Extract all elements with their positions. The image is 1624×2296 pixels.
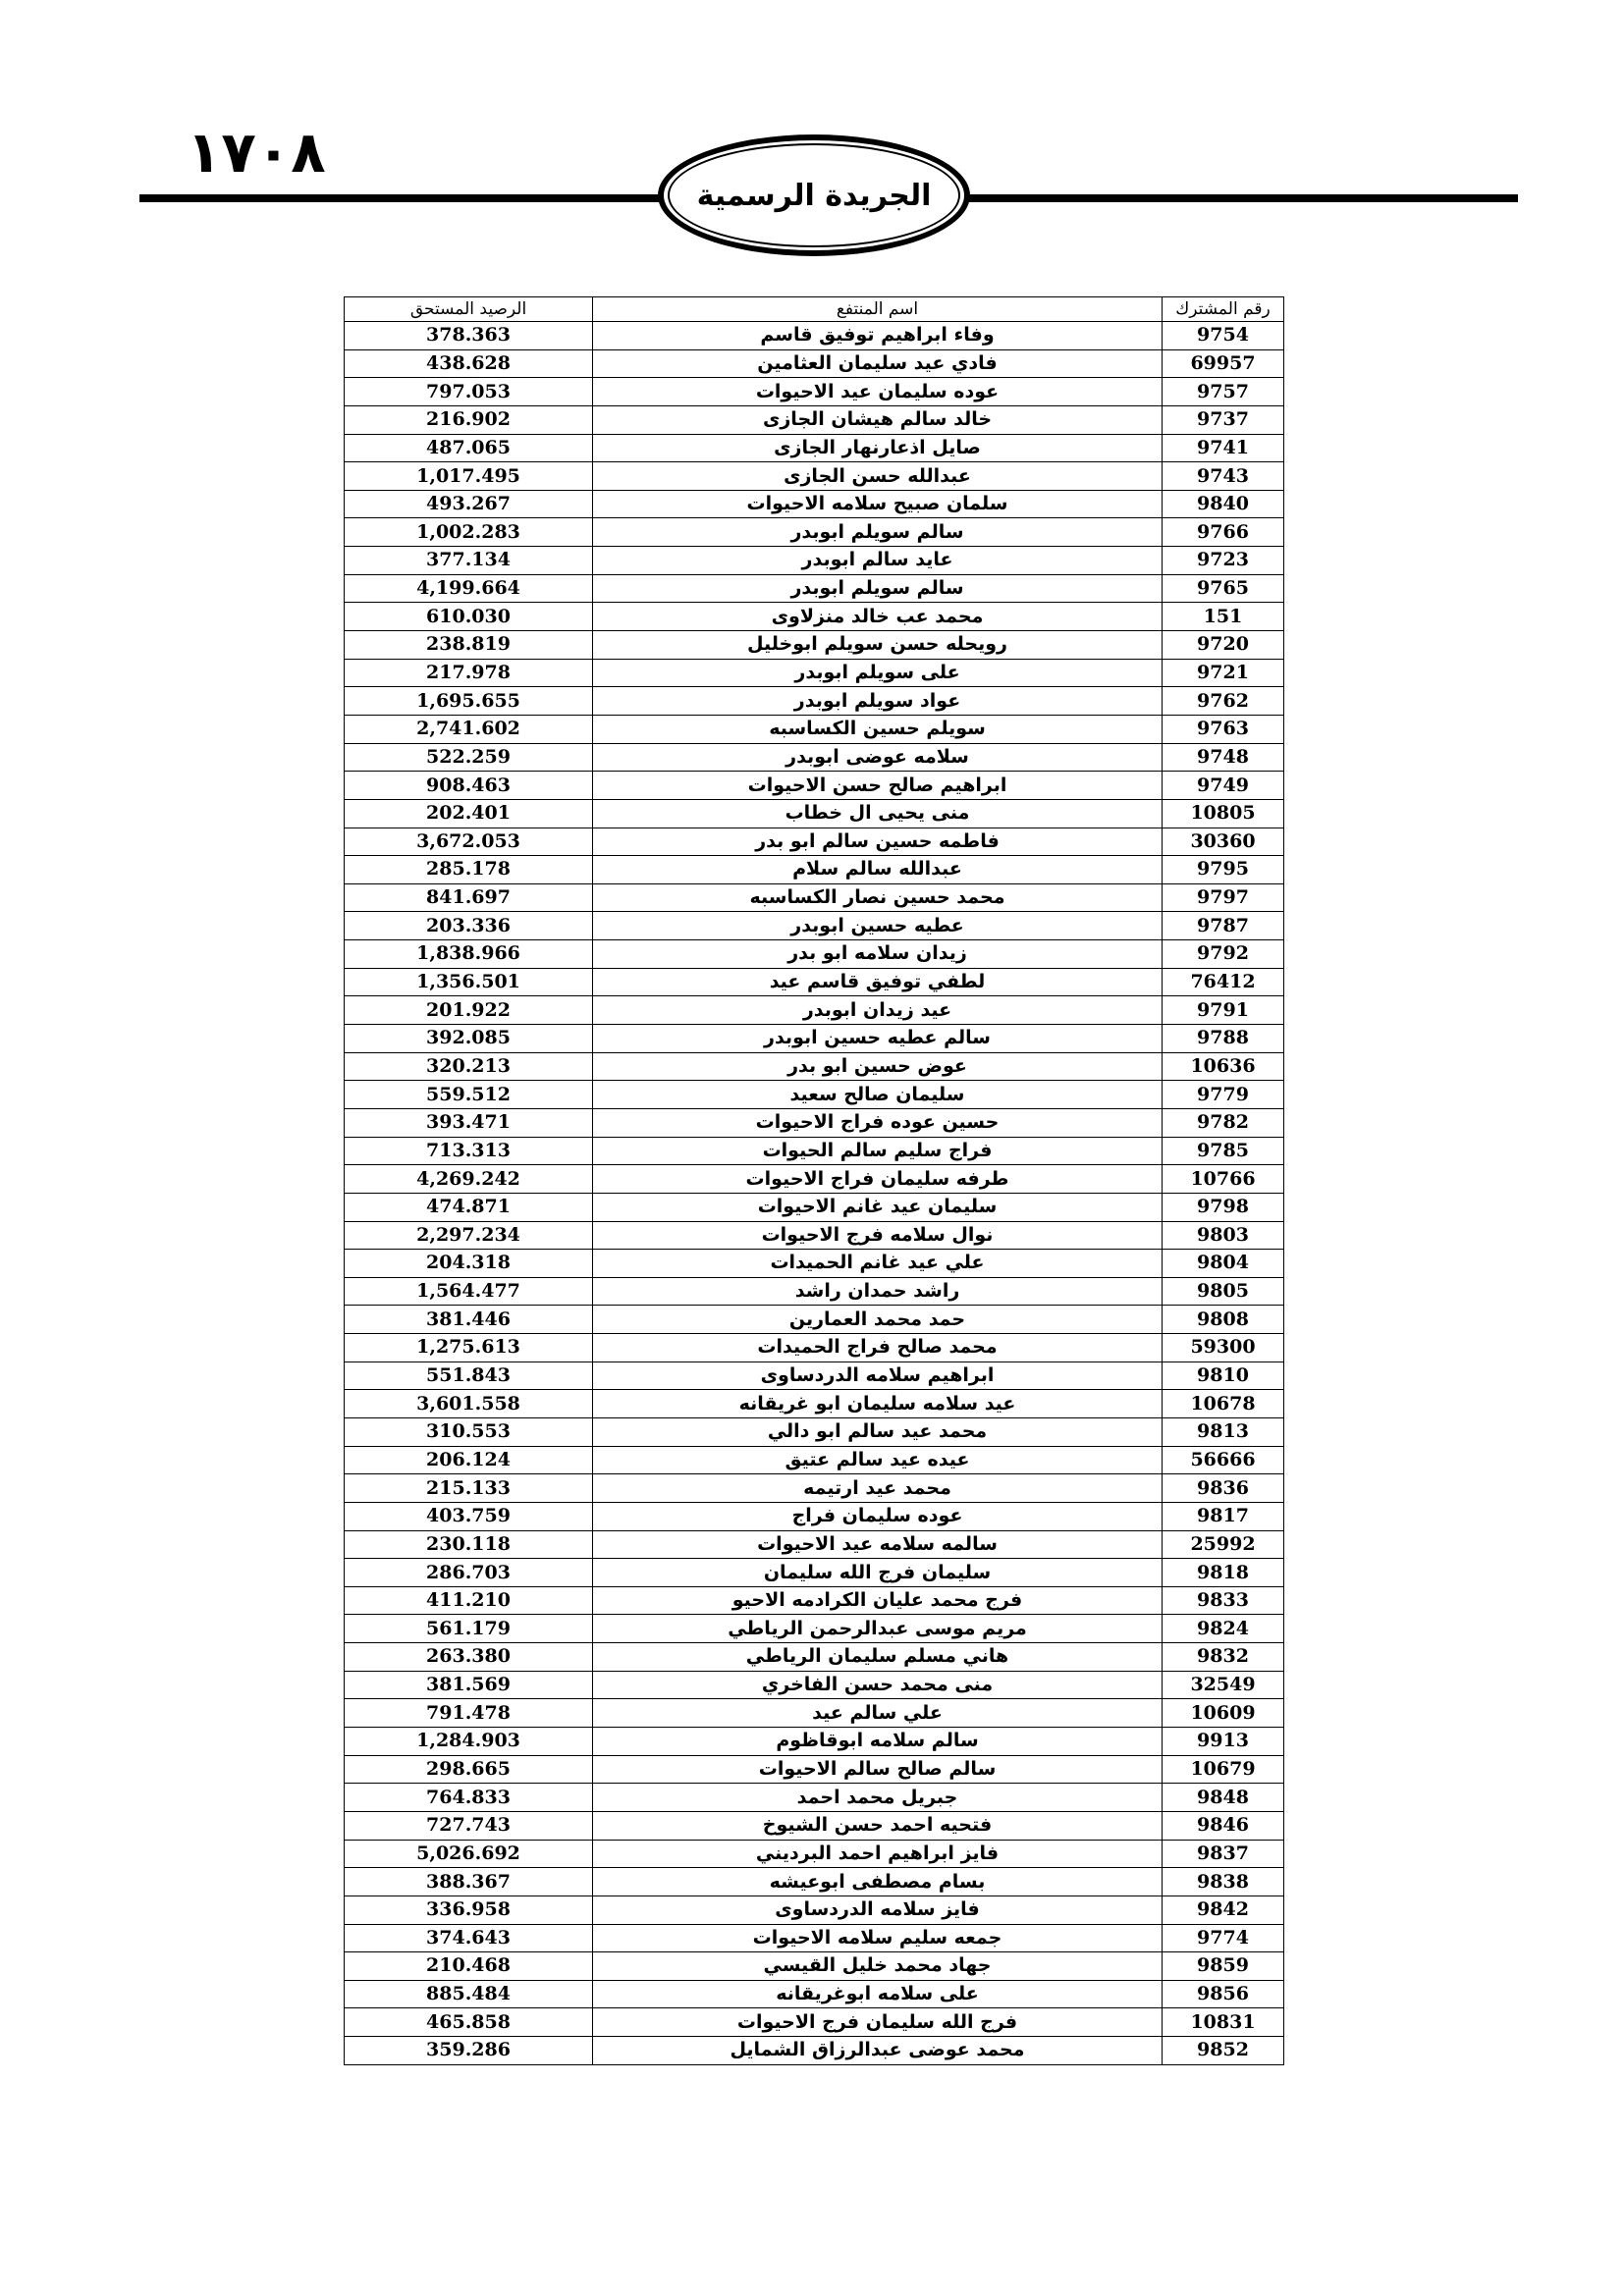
beneficiary-name-cell: عبدالله سالم سلام bbox=[593, 856, 1163, 884]
table-row bbox=[345, 1081, 1284, 1109]
subscriber-number-cell: 9824 bbox=[1163, 1615, 1284, 1643]
table-row bbox=[345, 1165, 1284, 1194]
beneficiary-name-cell: على سويلم ابوبدر bbox=[593, 659, 1163, 687]
table-row bbox=[345, 1728, 1284, 1756]
subscriber-number-cell: 9836 bbox=[1163, 1474, 1284, 1503]
beneficiary-name-cell: عيده عيد سالم عتيق bbox=[593, 1446, 1163, 1474]
subscriber-number-cell: 59300 bbox=[1163, 1334, 1284, 1362]
balance-due-cell: 1,695.655 bbox=[345, 687, 593, 716]
balance-due-cell: 359.286 bbox=[345, 2037, 593, 2065]
subscriber-number-cell: 30360 bbox=[1163, 828, 1284, 856]
beneficiary-name-cell: علي عيد غانم الحميدات bbox=[593, 1250, 1163, 1278]
subscriber-number-cell: 9779 bbox=[1163, 1081, 1284, 1109]
beneficiary-name-cell: ابراهيم صالح حسن الاحيوات bbox=[593, 772, 1163, 800]
beneficiary-name-cell: راشد حمدان راشد bbox=[593, 1277, 1163, 1306]
balance-due-cell: 4,199.664 bbox=[345, 574, 593, 603]
beneficiary-name-cell: جمعه سليم سلامه الاحيوات bbox=[593, 1924, 1163, 1952]
beneficiary-name-cell: سلمان صبيح سلامه الاحيوات bbox=[593, 490, 1163, 518]
beneficiary-name-cell: عيد سلامه سليمان ابو غريقانه bbox=[593, 1390, 1163, 1418]
table-row bbox=[345, 631, 1284, 660]
beneficiary-name-cell: فتحيه احمد حسن الشيوخ bbox=[593, 1811, 1163, 1840]
table-row bbox=[345, 574, 1284, 603]
subscriber-number-cell: 9833 bbox=[1163, 1586, 1284, 1615]
table-row bbox=[345, 1952, 1284, 1981]
balance-due-cell: 202.401 bbox=[345, 799, 593, 828]
balance-due-cell: 610.030 bbox=[345, 603, 593, 631]
beneficiary-name-cell: حسين عوده فراج الاحيوات bbox=[593, 1108, 1163, 1137]
beneficiary-name-cell: عوده سليمان فراج bbox=[593, 1502, 1163, 1530]
subscriber-number-cell: 9840 bbox=[1163, 490, 1284, 518]
table-row bbox=[345, 1784, 1284, 1812]
beneficiary-name-cell: سويلم حسين الكساسبه bbox=[593, 715, 1163, 743]
subscriber-number-cell: 9913 bbox=[1163, 1728, 1284, 1756]
table-row bbox=[345, 518, 1284, 547]
beneficiary-name-cell: صايل اذعارنهار الجازى bbox=[593, 434, 1163, 462]
table-row bbox=[345, 1390, 1284, 1418]
subscriber-number-cell: 151 bbox=[1163, 603, 1284, 631]
balance-due-cell: 374.643 bbox=[345, 1924, 593, 1952]
table-row bbox=[345, 1474, 1284, 1503]
table-row bbox=[345, 405, 1284, 434]
balance-due-cell: 217.978 bbox=[345, 659, 593, 687]
table-row bbox=[345, 1277, 1284, 1306]
balance-due-cell: 1,356.501 bbox=[345, 968, 593, 996]
subscriber-number-cell: 10636 bbox=[1163, 1052, 1284, 1081]
table-row bbox=[345, 462, 1284, 491]
beneficiary-name-cell: جهاد محمد خليل القيسي bbox=[593, 1952, 1163, 1981]
balance-due-cell: 2,297.234 bbox=[345, 1221, 593, 1250]
subscriber-number-cell: 9741 bbox=[1163, 434, 1284, 462]
subscriber-number-cell: 10678 bbox=[1163, 1390, 1284, 1418]
newspaper-title: الجريدة الرسمية bbox=[696, 178, 932, 213]
subscriber-number-cell: 9846 bbox=[1163, 1811, 1284, 1840]
subscriber-number-cell: 9795 bbox=[1163, 856, 1284, 884]
table-body bbox=[345, 322, 1284, 2065]
subscriber-number-cell: 9810 bbox=[1163, 1362, 1284, 1390]
beneficiary-name-cell: محمد عوضى عبدالرزاق الشمايل bbox=[593, 2037, 1163, 2065]
balance-due-cell: 263.380 bbox=[345, 1643, 593, 1672]
table-row bbox=[345, 1643, 1284, 1672]
beneficiary-name-cell: نوال سلامه فرج الاحيوات bbox=[593, 1221, 1163, 1250]
subscriber-number-cell: 9791 bbox=[1163, 996, 1284, 1025]
table-row bbox=[345, 1530, 1284, 1559]
subscriber-number-cell: 9774 bbox=[1163, 1924, 1284, 1952]
beneficiary-name-cell: سليمان فرج الله سليمان bbox=[593, 1559, 1163, 1587]
subscriber-number-cell: 9856 bbox=[1163, 1980, 1284, 2008]
beneficiary-name-cell: سالم عطيه حسين ابوبدر bbox=[593, 1025, 1163, 1053]
subscriber-number-cell: 9852 bbox=[1163, 2037, 1284, 2065]
table-row bbox=[345, 1137, 1284, 1165]
table-row bbox=[345, 968, 1284, 996]
beneficiary-name-cell: عايد سالم ابوبدر bbox=[593, 547, 1163, 575]
beneficiary-name-cell: فراج سليم سالم الحيوات bbox=[593, 1137, 1163, 1165]
balance-due-cell: 841.697 bbox=[345, 883, 593, 912]
subscriber-number-cell: 9813 bbox=[1163, 1417, 1284, 1446]
subscriber-number-cell: 9842 bbox=[1163, 1896, 1284, 1924]
subscriber-number-cell: 9765 bbox=[1163, 574, 1284, 603]
beneficiary-name-cell: سليمان عيد غانم الاحيوات bbox=[593, 1193, 1163, 1221]
beneficiary-name-cell: عيد زيدان ابوبدر bbox=[593, 996, 1163, 1025]
balance-due-cell: 4,269.242 bbox=[345, 1165, 593, 1194]
balance-due-cell: 1,838.966 bbox=[345, 940, 593, 969]
table-row bbox=[345, 547, 1284, 575]
subscriber-number-cell: 9748 bbox=[1163, 743, 1284, 772]
subscriber-number-cell: 9763 bbox=[1163, 715, 1284, 743]
balance-due-cell: 1,002.283 bbox=[345, 518, 593, 547]
balance-due-cell: 378.363 bbox=[345, 322, 593, 350]
balance-due-cell: 206.124 bbox=[345, 1446, 593, 1474]
table-row bbox=[345, 1221, 1284, 1250]
subscriber-number-cell: 9797 bbox=[1163, 883, 1284, 912]
beneficiary-name-cell: منى محمد حسن الفاخري bbox=[593, 1671, 1163, 1699]
balance-due-cell: 393.471 bbox=[345, 1108, 593, 1137]
subscriber-number-cell: 10609 bbox=[1163, 1699, 1284, 1728]
balance-due-cell: 203.336 bbox=[345, 912, 593, 940]
beneficiary-name-cell: مريم موسى عبدالرحمن الرياطي bbox=[593, 1615, 1163, 1643]
table-row bbox=[345, 1250, 1284, 1278]
table-row bbox=[345, 1924, 1284, 1952]
table-row bbox=[345, 1896, 1284, 1924]
beneficiary-name-cell: محمد صالح فراج الحميدات bbox=[593, 1334, 1163, 1362]
beneficiary-name-cell: وفاء ابراهيم توفيق قاسم bbox=[593, 322, 1163, 350]
subscriber-number-cell: 9792 bbox=[1163, 940, 1284, 969]
table-row bbox=[345, 1193, 1284, 1221]
balance-due-cell: 791.478 bbox=[345, 1699, 593, 1728]
beneficiary-name-cell: منى يحيى ال خطاب bbox=[593, 799, 1163, 828]
table-row bbox=[345, 687, 1284, 716]
table-row bbox=[345, 856, 1284, 884]
table-row bbox=[345, 1699, 1284, 1728]
subscriber-number-cell: 9838 bbox=[1163, 1868, 1284, 1896]
beneficiary-name-cell: محمد عيد سالم ابو دالي bbox=[593, 1417, 1163, 1446]
subscriber-number-cell: 69957 bbox=[1163, 349, 1284, 378]
subscriber-number-cell: 9848 bbox=[1163, 1784, 1284, 1812]
subscriber-number-cell: 10766 bbox=[1163, 1165, 1284, 1194]
table-row bbox=[345, 1362, 1284, 1390]
balance-due-cell: 797.053 bbox=[345, 378, 593, 406]
balance-due-cell: 216.902 bbox=[345, 405, 593, 434]
beneficiary-name-cell: فايز سلامه الدردساوى bbox=[593, 1896, 1163, 1924]
beneficiary-name-cell: فرج محمد عليان الكرادمه الاحيو bbox=[593, 1586, 1163, 1615]
balance-due-cell: 561.179 bbox=[345, 1615, 593, 1643]
balance-due-cell: 298.665 bbox=[345, 1755, 593, 1784]
table-row bbox=[345, 490, 1284, 518]
table-row bbox=[345, 828, 1284, 856]
subscriber-number-cell: 10831 bbox=[1163, 2008, 1284, 2037]
subscriber-number-cell: 25992 bbox=[1163, 1530, 1284, 1559]
balance-due-cell: 1,275.613 bbox=[345, 1334, 593, 1362]
balance-due-cell: 336.958 bbox=[345, 1896, 593, 1924]
balance-due-cell: 559.512 bbox=[345, 1081, 593, 1109]
table-row bbox=[345, 434, 1284, 462]
beneficiary-name-cell: محمد حسين نصار الكساسبه bbox=[593, 883, 1163, 912]
table-row bbox=[345, 1108, 1284, 1137]
beneficiary-name-cell: عوض حسين ابو بدر bbox=[593, 1052, 1163, 1081]
balance-due-cell: 310.553 bbox=[345, 1417, 593, 1446]
subscriber-number-cell: 9798 bbox=[1163, 1193, 1284, 1221]
subscriber-number-cell: 9803 bbox=[1163, 1221, 1284, 1250]
balance-due-cell: 465.858 bbox=[345, 2008, 593, 2037]
table-row bbox=[345, 1586, 1284, 1615]
beneficiary-name-cell: سليمان صالح سعيد bbox=[593, 1081, 1163, 1109]
balance-due-cell: 438.628 bbox=[345, 349, 593, 378]
table-row bbox=[345, 996, 1284, 1025]
balance-due-cell: 1,017.495 bbox=[345, 462, 593, 491]
balance-due-cell: 727.743 bbox=[345, 1811, 593, 1840]
table-row bbox=[345, 912, 1284, 940]
beneficiary-name-cell: فايز ابراهيم احمد البرديني bbox=[593, 1840, 1163, 1868]
beneficiary-name-cell: زيدان سلامه ابو بدر bbox=[593, 940, 1163, 969]
beneficiary-name-cell: جبريل محمد احمد bbox=[593, 1784, 1163, 1812]
subscriber-number-cell: 9787 bbox=[1163, 912, 1284, 940]
balance-due-cell: 474.871 bbox=[345, 1193, 593, 1221]
beneficiary-name-cell: حمد محمد العمارين bbox=[593, 1306, 1163, 1334]
table-row bbox=[345, 772, 1284, 800]
table-row bbox=[345, 1840, 1284, 1868]
subscriber-number-cell: 9766 bbox=[1163, 518, 1284, 547]
subscriber-number-cell: 9749 bbox=[1163, 772, 1284, 800]
table-row bbox=[345, 1671, 1284, 1699]
beneficiary-name-cell: رويحله حسن سويلم ابوخليل bbox=[593, 631, 1163, 660]
subscriber-number-cell: 9837 bbox=[1163, 1840, 1284, 1868]
beneficiary-name-cell: فرج الله سليمان فرج الاحيوات bbox=[593, 2008, 1163, 2037]
table-row bbox=[345, 2008, 1284, 2037]
subscriber-number-cell: 32549 bbox=[1163, 1671, 1284, 1699]
beneficiary-name-cell: محمد عيد ارتيمه bbox=[593, 1474, 1163, 1503]
table-row bbox=[345, 1417, 1284, 1446]
beneficiary-name-cell: طرفه سليمان فراج الاحيوات bbox=[593, 1165, 1163, 1194]
balance-due-cell: 522.259 bbox=[345, 743, 593, 772]
subscriber-number-cell: 56666 bbox=[1163, 1446, 1284, 1474]
subscriber-number-cell: 9817 bbox=[1163, 1502, 1284, 1530]
beneficiary-name-cell: بسام مصطفى ابوعيشه bbox=[593, 1868, 1163, 1896]
beneficiary-name-cell: هاني مسلم سليمان الرياطي bbox=[593, 1643, 1163, 1672]
beneficiary-name-cell: فاطمه حسين سالم ابو بدر bbox=[593, 828, 1163, 856]
subscriber-number-cell: 76412 bbox=[1163, 968, 1284, 996]
page-number: ١٧٠٨ bbox=[187, 119, 326, 186]
subscriber-number-cell: 9737 bbox=[1163, 405, 1284, 434]
table-row bbox=[345, 715, 1284, 743]
beneficiary-name-cell: خالد سالم هيشان الجازى bbox=[593, 405, 1163, 434]
subscriber-number-cell: 9818 bbox=[1163, 1559, 1284, 1587]
balance-due-cell: 551.843 bbox=[345, 1362, 593, 1390]
balance-due-cell: 885.484 bbox=[345, 1980, 593, 2008]
table-row bbox=[345, 883, 1284, 912]
column-header-beneficiary-name: اسم المنتفع bbox=[593, 297, 1163, 322]
balance-due-cell: 215.133 bbox=[345, 1474, 593, 1503]
balance-due-cell: 392.085 bbox=[345, 1025, 593, 1053]
table-row bbox=[345, 1811, 1284, 1840]
table-row bbox=[345, 603, 1284, 631]
subscriber-number-cell: 9808 bbox=[1163, 1306, 1284, 1334]
table-row bbox=[345, 1052, 1284, 1081]
beneficiary-name-cell: علي سالم عيد bbox=[593, 1699, 1163, 1728]
balance-due-cell: 381.569 bbox=[345, 1671, 593, 1699]
column-header-subscriber-number: رقم المشترك bbox=[1163, 297, 1284, 322]
balance-due-cell: 3,672.053 bbox=[345, 828, 593, 856]
subscriber-number-cell: 9743 bbox=[1163, 462, 1284, 491]
table-row bbox=[345, 1868, 1284, 1896]
subscriber-number-cell: 9804 bbox=[1163, 1250, 1284, 1278]
subscriber-number-cell: 9785 bbox=[1163, 1137, 1284, 1165]
table-row bbox=[345, 659, 1284, 687]
subscriber-number-cell: 9782 bbox=[1163, 1108, 1284, 1137]
balance-due-cell: 320.213 bbox=[345, 1052, 593, 1081]
beneficiary-name-cell: سلامه عوضى ابوبدر bbox=[593, 743, 1163, 772]
beneficiary-name-cell: عوده سليمان عيد الاحيوات bbox=[593, 378, 1163, 406]
beneficiary-name-cell: فادي عيد سليمان العثامين bbox=[593, 349, 1163, 378]
subscriber-number-cell: 9723 bbox=[1163, 547, 1284, 575]
beneficiary-name-cell: عطيه حسين ابوبدر bbox=[593, 912, 1163, 940]
subscriber-number-cell: 9805 bbox=[1163, 1277, 1284, 1306]
subscriber-number-cell: 9788 bbox=[1163, 1025, 1284, 1053]
table-row bbox=[345, 1755, 1284, 1784]
table-row bbox=[345, 1025, 1284, 1053]
balance-due-cell: 487.065 bbox=[345, 434, 593, 462]
beneficiary-name-cell: عبدالله حسن الجازى bbox=[593, 462, 1163, 491]
table-row bbox=[345, 799, 1284, 828]
subscriber-number-cell: 9720 bbox=[1163, 631, 1284, 660]
table-header-row bbox=[345, 297, 1284, 322]
beneficiary-name-cell: سالم صالح سالم الاحيوات bbox=[593, 1755, 1163, 1784]
column-header-balance-due: الرصيد المستحق bbox=[345, 297, 593, 322]
balance-due-cell: 713.313 bbox=[345, 1137, 593, 1165]
subscriber-number-cell: 9859 bbox=[1163, 1952, 1284, 1981]
balance-due-cell: 5,026.692 bbox=[345, 1840, 593, 1868]
balance-due-cell: 238.819 bbox=[345, 631, 593, 660]
balance-due-cell: 403.759 bbox=[345, 1502, 593, 1530]
beneficiary-name-cell: سالم سلامه ابوقاظوم bbox=[593, 1728, 1163, 1756]
balance-due-cell: 285.178 bbox=[345, 856, 593, 884]
table-row bbox=[345, 1446, 1284, 1474]
table-row bbox=[345, 1559, 1284, 1587]
balance-due-cell: 908.463 bbox=[345, 772, 593, 800]
balance-due-cell: 3,601.558 bbox=[345, 1390, 593, 1418]
table-row bbox=[345, 1334, 1284, 1362]
beneficiary-name-cell: ابراهيم سلامه الدردساوى bbox=[593, 1362, 1163, 1390]
balance-due-cell: 493.267 bbox=[345, 490, 593, 518]
beneficiary-name-cell: لطفي توفيق قاسم عيد bbox=[593, 968, 1163, 996]
balance-due-cell: 201.922 bbox=[345, 996, 593, 1025]
balance-due-cell: 230.118 bbox=[345, 1530, 593, 1559]
subscriber-number-cell: 9757 bbox=[1163, 378, 1284, 406]
balance-due-cell: 764.833 bbox=[345, 1784, 593, 1812]
subscriber-number-cell: 10679 bbox=[1163, 1755, 1284, 1784]
table-row bbox=[345, 940, 1284, 969]
subscriber-number-cell: 9721 bbox=[1163, 659, 1284, 687]
balance-due-cell: 411.210 bbox=[345, 1586, 593, 1615]
balance-due-cell: 1,564.477 bbox=[345, 1277, 593, 1306]
balance-due-cell: 377.134 bbox=[345, 547, 593, 575]
balance-due-cell: 286.703 bbox=[345, 1559, 593, 1587]
table-row bbox=[345, 1615, 1284, 1643]
balance-due-cell: 2,741.602 bbox=[345, 715, 593, 743]
beneficiary-name-cell: سالم سويلم ابوبدر bbox=[593, 518, 1163, 547]
beneficiary-name-cell: سالمه سلامه عيد الاحيوات bbox=[593, 1530, 1163, 1559]
beneficiary-name-cell: محمد عب خالد منزلاوى bbox=[593, 603, 1163, 631]
table-row bbox=[345, 349, 1284, 378]
subscriber-balance-table bbox=[344, 296, 1284, 2065]
subscriber-number-cell: 10805 bbox=[1163, 799, 1284, 828]
table-row bbox=[345, 1306, 1284, 1334]
table-row bbox=[345, 378, 1284, 406]
subscriber-number-cell: 9832 bbox=[1163, 1643, 1284, 1672]
table-row bbox=[345, 1502, 1284, 1530]
balance-due-cell: 381.446 bbox=[345, 1306, 593, 1334]
balance-due-cell: 1,284.903 bbox=[345, 1728, 593, 1756]
beneficiary-name-cell: عواد سويلم ابوبدر bbox=[593, 687, 1163, 716]
table-row bbox=[345, 322, 1284, 350]
beneficiary-name-cell: سالم سويلم ابوبدر bbox=[593, 574, 1163, 603]
table-row bbox=[345, 743, 1284, 772]
balance-due-cell: 210.468 bbox=[345, 1952, 593, 1981]
beneficiary-name-cell: على سلامه ابوغريقانه bbox=[593, 1980, 1163, 2008]
balance-due-cell: 204.318 bbox=[345, 1250, 593, 1278]
table-row bbox=[345, 2037, 1284, 2065]
balance-due-cell: 388.367 bbox=[345, 1868, 593, 1896]
table-row bbox=[345, 1980, 1284, 2008]
subscriber-number-cell: 9762 bbox=[1163, 687, 1284, 716]
subscriber-number-cell: 9754 bbox=[1163, 322, 1284, 350]
